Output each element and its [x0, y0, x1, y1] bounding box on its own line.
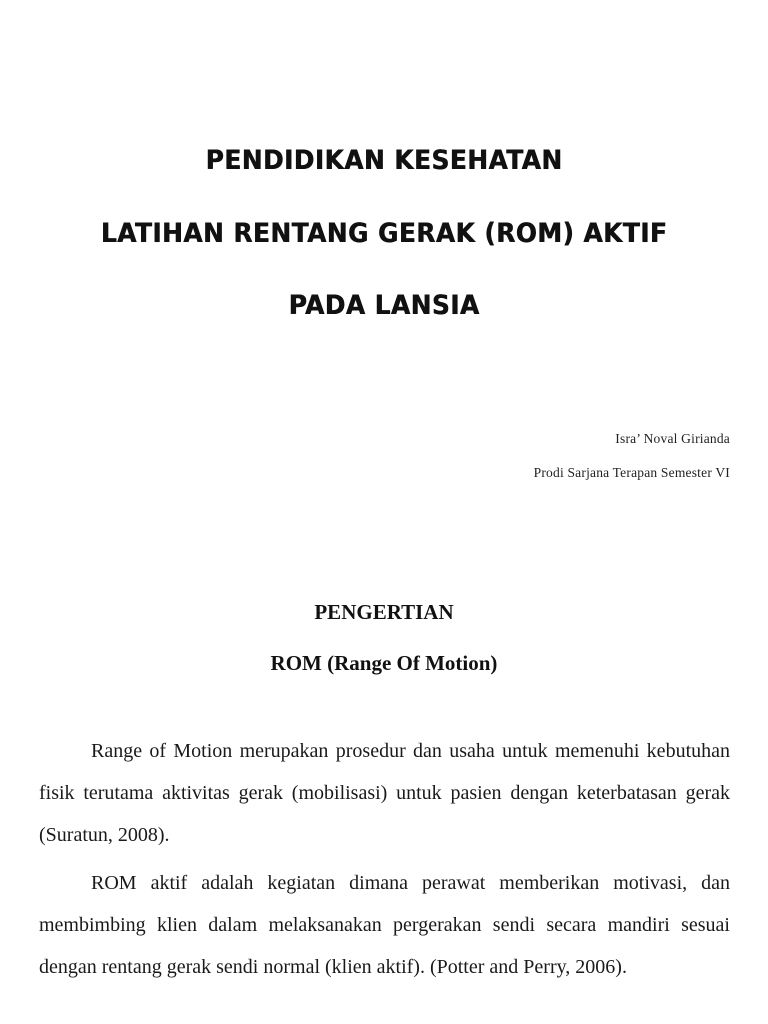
- document-title-line-2: LATIHAN RENTANG GERAK (ROM) AKTIF: [100, 218, 668, 249]
- section-subheading: ROM (Range Of Motion): [270, 651, 498, 675]
- body-paragraph-2: ROM aktif adalah kegiatan dimana perawat memberikan motivasi, dan membimbing klien dalam melaksanakan pergerakan sendi secara mandiri sesuai dengan rentang gerak sendi normal (klien aktif). (Potter and Perry, 2006).: [39, 872, 730, 978]
- body-paragraph-1: Range of Motion merupakan prosedur dan usaha untuk memenuhi kebutuhan fisik terutama aktivitas gerak (mobilisasi) untuk pasien dengan keterbatasan gerak (Suratun, 2008).: [39, 740, 730, 846]
- author-name: Isra’ Noval Girianda: [615, 431, 730, 446]
- author-program: Prodi Sarjana Terapan Semester VI: [533, 465, 730, 480]
- document-title-line-3: PADA LANSIA: [288, 290, 480, 321]
- section-heading: PENGERTIAN: [314, 600, 454, 624]
- document-title-line-1: PENDIDIKAN KESEHATAN: [205, 145, 563, 176]
